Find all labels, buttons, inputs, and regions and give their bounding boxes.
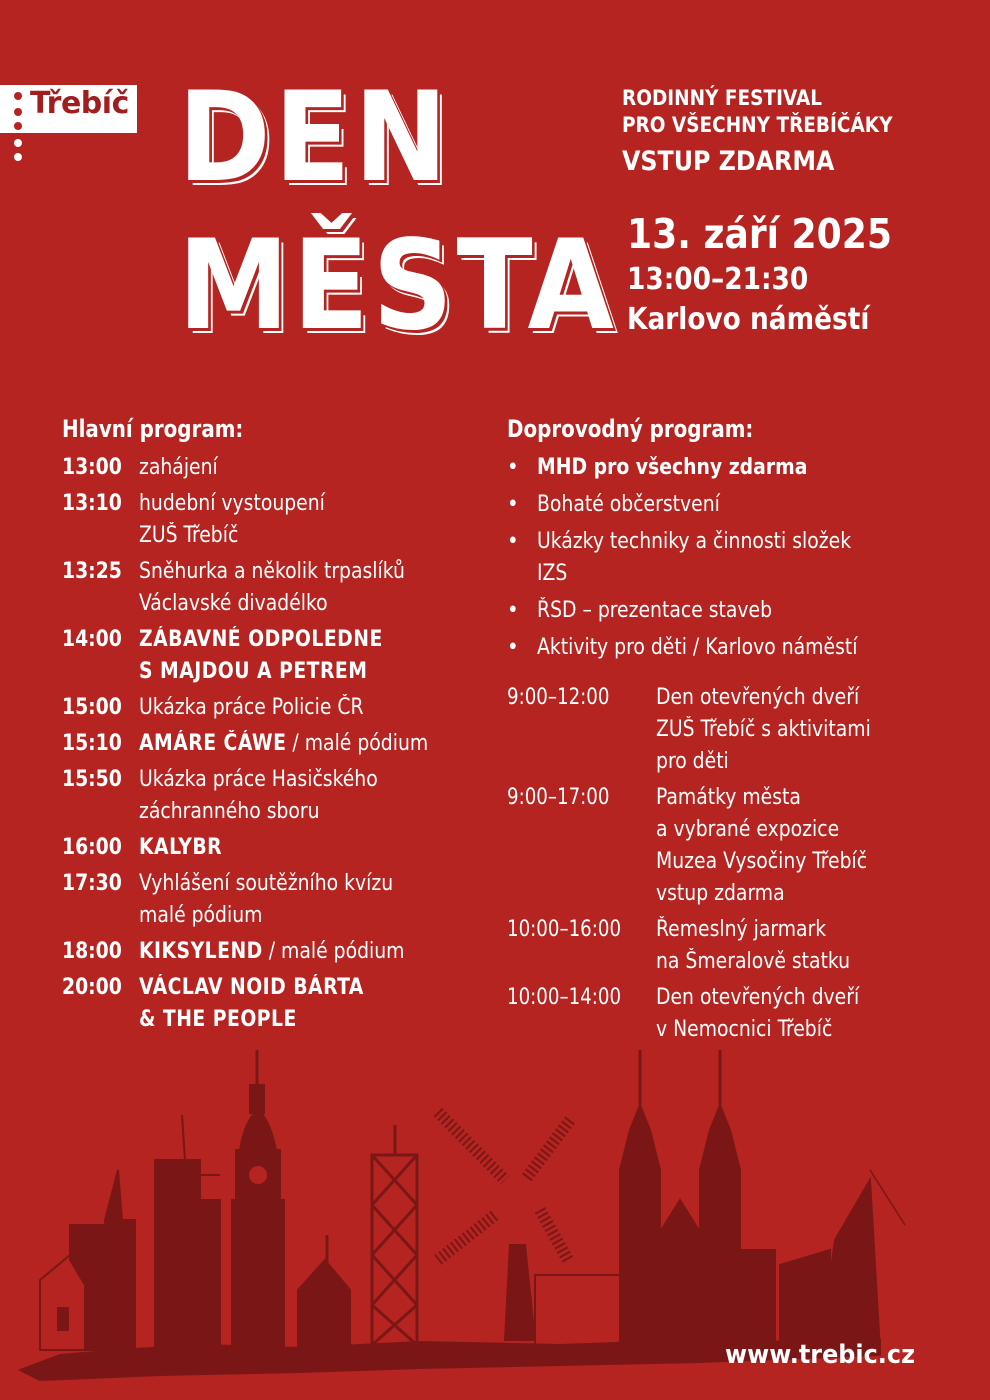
side-program-description	[656, 682, 957, 778]
program-performer: KALYBR	[139, 835, 223, 860]
main-program-title: Hlavní program:	[62, 415, 244, 443]
program-line: Václavské divadélko	[139, 591, 328, 616]
program-time: 17:30	[62, 871, 122, 896]
side-program-timed-item	[507, 982, 957, 1046]
title-line-1: DEN	[178, 66, 452, 210]
program-item	[62, 624, 502, 688]
side-program-description	[656, 914, 957, 978]
bullet-line: Aktivity pro děti / Karlovo náměstí	[537, 635, 858, 660]
program-performer: AMÁRE ČÁWE	[139, 731, 287, 756]
side-program-line: vstup zdarma	[656, 881, 785, 906]
side-program-time: 10:00–14:00	[507, 985, 622, 1010]
program-performer: VÁCLAV NOID BÁRTA	[139, 975, 364, 1000]
program-line: hudební vystoupení	[139, 491, 325, 516]
logo-dot	[14, 92, 22, 100]
bullet-text	[537, 632, 857, 664]
program-line: Vyhlášení soutěžního kvízu	[139, 871, 394, 896]
program-performer: S MAJDOU A PETREM	[139, 659, 368, 684]
bullet-text	[537, 526, 851, 590]
side-program-line: Den otevřených dveří	[656, 685, 860, 710]
program-time: 13:10	[62, 491, 122, 516]
side-program-line: ZUŠ Třebíč s aktivitami	[656, 717, 871, 742]
program-description	[139, 936, 502, 968]
program-item	[62, 764, 502, 828]
bullet-text	[537, 489, 720, 521]
program-description	[139, 556, 502, 620]
tagline-2: PRO VŠECHNY TŘEBÍČÁKY	[622, 113, 893, 137]
side-program-timed-item	[507, 914, 957, 978]
program-description	[139, 692, 502, 724]
program-item	[62, 488, 502, 552]
title-line-2: MĚSTA	[178, 214, 618, 358]
side-program-description	[656, 782, 957, 910]
side-program-time: 9:00–17:00	[507, 785, 610, 810]
bullet-line: Bohaté občerstvení	[537, 492, 720, 517]
side-program-line: Muzea Vysočiny Třebíč	[656, 849, 868, 874]
free-entry: VSTUP ZDARMA	[622, 146, 835, 177]
bullet-line: ŘSD – prezentace staveb	[537, 598, 773, 623]
logo-dot	[14, 153, 22, 161]
event-place: Karlovo náměstí	[627, 302, 870, 337]
main-program-list	[62, 452, 502, 1040]
program-line: záchranného sboru	[139, 799, 320, 824]
program-item	[62, 832, 502, 864]
program-description	[139, 624, 502, 688]
program-stage: / malé pódium	[262, 939, 405, 964]
program-description	[139, 868, 502, 932]
program-description	[139, 764, 502, 828]
program-item	[62, 936, 502, 968]
bullet-icon: •	[507, 635, 519, 660]
program-description	[139, 452, 502, 484]
program-time: 18:00	[62, 939, 122, 964]
side-program-line: Den otevřených dveří	[656, 985, 860, 1010]
event-date: 13. září 2025	[627, 210, 892, 258]
side-program-bullet-item	[507, 452, 957, 484]
bullet-icon: •	[507, 598, 519, 623]
program-item	[62, 692, 502, 724]
side-program-bullet-item	[507, 526, 957, 590]
program-item	[62, 556, 502, 620]
side-program-bullet-item	[507, 632, 957, 664]
side-program-time: 9:00–12:00	[507, 685, 610, 710]
logo-dot	[14, 122, 22, 130]
program-description	[139, 728, 502, 760]
side-program-title: Doprovodný program:	[507, 415, 754, 443]
program-time: 15:00	[62, 695, 122, 720]
bullet-icon: •	[507, 529, 519, 554]
program-time: 13:25	[62, 559, 122, 584]
side-program-line: Řemeslný jarmark	[656, 917, 827, 942]
side-program-description	[656, 982, 957, 1046]
program-line	[139, 936, 484, 968]
event-time: 13:00–21:30	[627, 262, 809, 297]
bullet-line: IZS	[537, 561, 568, 586]
program-line: Ukázka práce Policie ČR	[139, 695, 364, 720]
side-program-timed	[507, 682, 957, 1050]
program-performer: KIKSYLEND	[139, 939, 263, 964]
side-program-line: Památky města	[656, 785, 801, 810]
program-line	[139, 832, 484, 864]
program-item	[62, 452, 502, 484]
program-description	[139, 972, 502, 1036]
bullet-text	[537, 595, 772, 627]
program-time: 16:00	[62, 835, 122, 860]
program-item	[62, 728, 502, 760]
side-program-line: pro děti	[656, 749, 729, 774]
side-program-timed-item	[507, 782, 957, 910]
program-time: 13:00	[62, 455, 122, 480]
program-line: ZUŠ Třebíč	[139, 523, 239, 548]
bullet-text	[537, 452, 807, 484]
program-time: 15:50	[62, 767, 122, 792]
bullet-icon: •	[507, 492, 519, 517]
program-time: 15:10	[62, 731, 122, 756]
bullet-line: MHD pro všechny zdarma	[537, 455, 808, 480]
program-time: 14:00	[62, 627, 122, 652]
program-line: malé pódium	[139, 903, 263, 928]
side-program-time: 10:00–16:00	[507, 917, 622, 942]
program-description	[139, 832, 502, 864]
program-line: zahájení	[139, 455, 218, 480]
side-program-bullet-item	[507, 489, 957, 521]
side-program-timed-item	[507, 682, 957, 778]
tagline-1: RODINNÝ FESTIVAL	[622, 86, 823, 110]
program-line	[139, 728, 484, 760]
program-performer: ZÁBAVNÉ ODPOLEDNE	[139, 627, 383, 652]
side-program-bullets	[507, 452, 957, 669]
bullet-line: Ukázky techniky a činnosti složek	[537, 529, 852, 554]
program-item	[62, 972, 502, 1036]
side-program-line: a vybrané expozice	[656, 817, 840, 842]
logo-dot	[14, 139, 22, 147]
program-performer: & THE PEOPLE	[139, 1007, 297, 1032]
program-line: Ukázka práce Hasičského	[139, 767, 378, 792]
program-item	[62, 868, 502, 932]
program-line: Sněhurka a několik trpaslíků	[139, 559, 405, 584]
bullet-icon: •	[507, 455, 519, 480]
side-program-line: na Šmeralově statku	[656, 949, 851, 974]
program-time: 20:00	[62, 975, 122, 1000]
website-url[interactable]: www.trebic.cz	[725, 1340, 915, 1370]
program-description	[139, 488, 502, 552]
side-program-line: v Nemocnici Třebíč	[656, 1017, 833, 1042]
logo-text: Třebíč	[30, 86, 129, 121]
logo-dot	[14, 108, 22, 116]
side-program-bullet-item	[507, 595, 957, 627]
program-stage: / malé pódium	[286, 731, 429, 756]
